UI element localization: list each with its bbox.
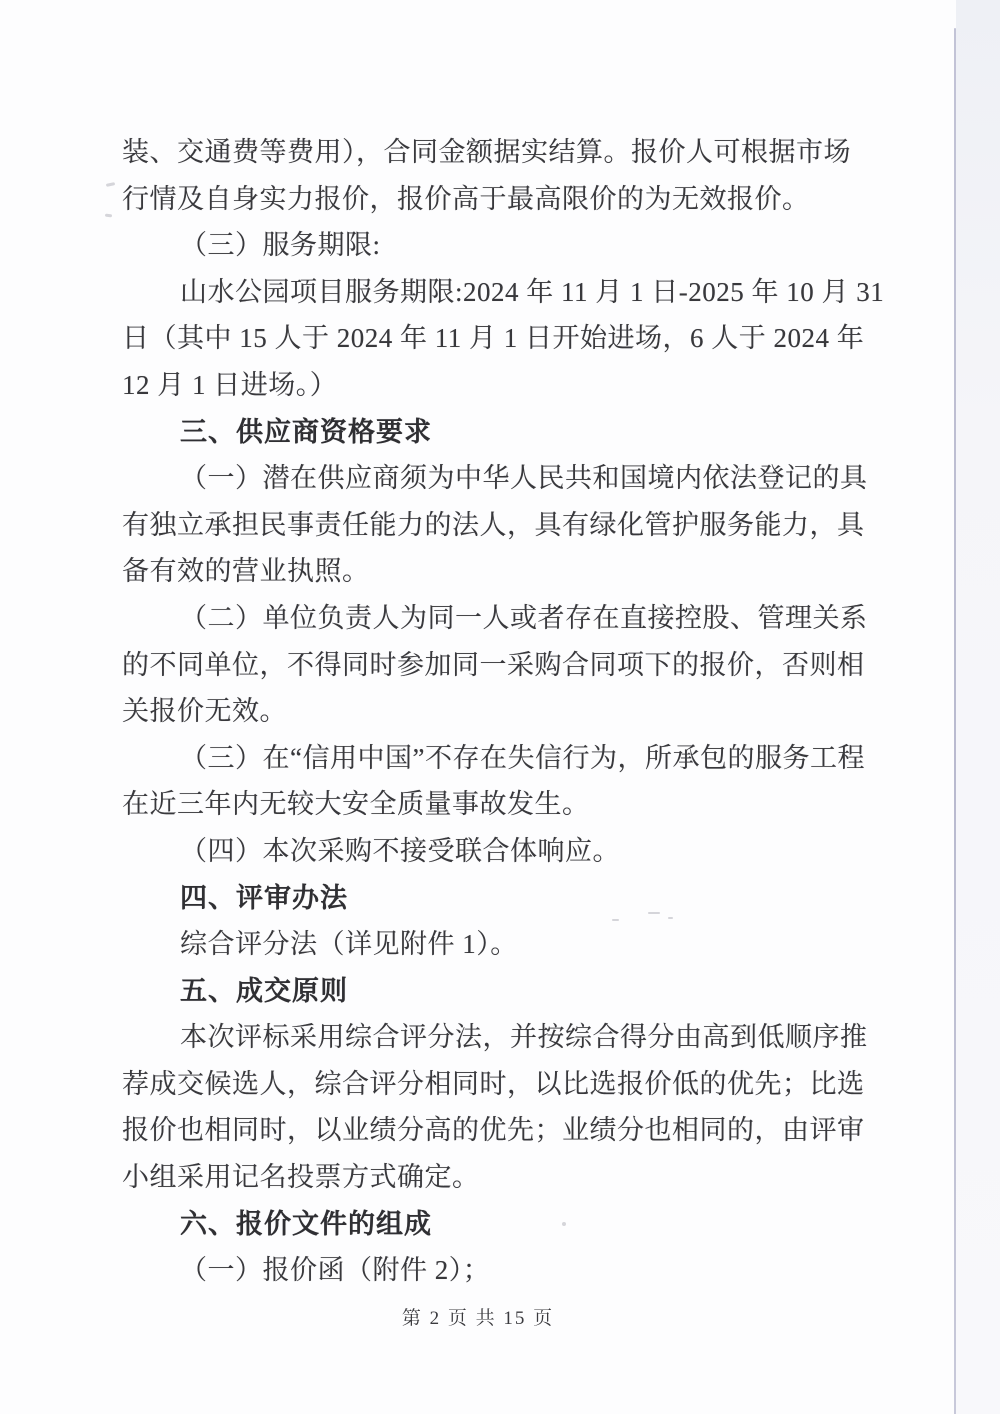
text-line: 综合评分法（详见附件 1）。 xyxy=(180,929,518,960)
text-line: （四）本次采购不接受联合体响应。 xyxy=(180,835,620,866)
text-line: （三）服务期限: xyxy=(180,230,381,261)
page-footer: 第 2 页 共 15 页 xyxy=(401,1308,555,1329)
section-heading: 五、成交原则 xyxy=(180,975,348,1006)
text-line: （一）潜在供应商须为中华人民共和国境内依法登记的具 xyxy=(180,463,868,494)
text-line: 行情及自身实力报价，报价高于最高限价的为无效报价。 xyxy=(122,183,810,214)
scan-speck xyxy=(106,182,115,187)
text-line: 日（其中 15 人于 2024 年 11 月 1 日开始进场，6 人于 2024 年 xyxy=(122,323,865,354)
section-heading: 六、报价文件的组成 xyxy=(180,1208,432,1239)
text-line: 的不同单位，不得同时参加同一采购合同项下的报价，否则相 xyxy=(122,649,865,680)
text-line: 12 月 1 日进场。） xyxy=(122,369,338,400)
text-line: 报价也相同时，以业绩分高的优先；业绩分也相同的，由评审 xyxy=(122,1115,865,1146)
text-line: （一）报价函（附件 2）； xyxy=(180,1255,491,1286)
text-line: （三）在“信用中国”不存在失信行为，所承包的服务工程 xyxy=(180,742,865,773)
text-line: 装、交通费等费用），合同金额据实结算。报价人可根据市场 xyxy=(122,137,851,167)
text-line: 山水公园项目服务期限:2024 年 11 月 1 日-2025 年 10 月 31 xyxy=(180,276,885,307)
section-heading: 四、评审办法 xyxy=(180,882,348,913)
document-body xyxy=(122,129,885,1294)
scan-page-edge xyxy=(956,0,1000,1414)
scan-speck xyxy=(105,214,112,218)
text-line: （二）单位负责人为同一人或者存在直接控股、管理关系 xyxy=(180,602,868,633)
text-line: 备有效的营业执照。 xyxy=(122,556,370,587)
text-line: 荐成交候选人，综合评分相同时，以比选报价低的优先；比选 xyxy=(122,1068,865,1099)
text-line: 在近三年内无较大安全质量事故发生。 xyxy=(122,789,590,820)
section-heading: 三、供应商资格要求 xyxy=(180,416,432,447)
text-line: 关报价无效。 xyxy=(122,696,287,727)
scan-edge-line xyxy=(954,28,956,1414)
text-line: 有独立承担民事责任能力的法人，具有绿化管护服务能力，具 xyxy=(122,509,865,540)
text-line: 本次评标采用综合评分法，并按综合得分由高到低顺序推 xyxy=(180,1022,868,1053)
text-line: 小组采用记名投票方式确定。 xyxy=(122,1162,480,1193)
